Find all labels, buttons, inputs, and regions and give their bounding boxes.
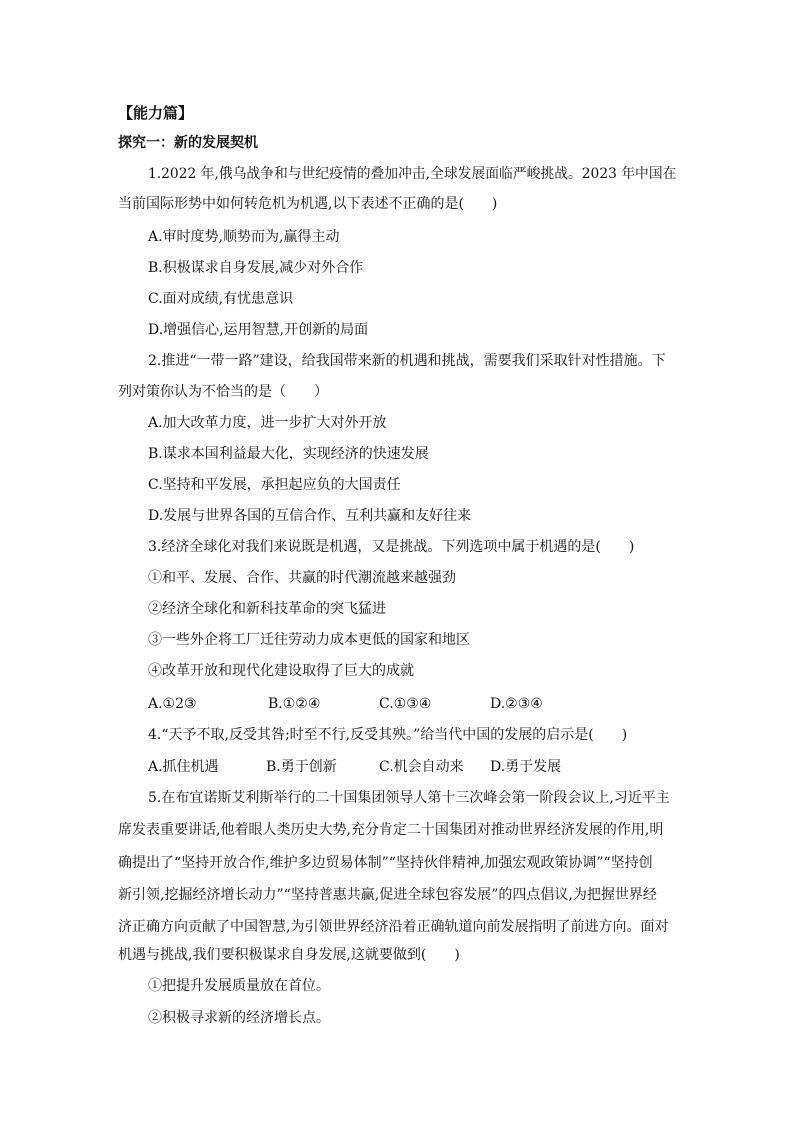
q3-item-1: ①和平、发展、合作、共赢的时代潮流越来越强劲 (148, 570, 456, 586)
q2-option-d: D.发展与世界各国的互信合作、互利共赢和友好往来 (148, 508, 472, 524)
q4-option-b: B.勇于创新 (266, 759, 337, 775)
q2-option-c: C.坚持和平发展，承担起应负的大国责任 (148, 477, 401, 493)
q5-stem-line-2: 席发表重要讲话,他着眼人类历史大势,充分肯定二十国集团对推动世界经济发展的作用,明 (118, 822, 664, 838)
q2-stem-line-2: 列对策你认为不恰当的是（ ） (118, 384, 328, 400)
q1-option-a: A.审时度势,顺势而为,赢得主动 (148, 229, 340, 245)
q3-item-2: ②经济全球化和新科技革命的突飞猛进 (148, 601, 386, 617)
q4-option-d: D.勇于发展 (490, 759, 562, 775)
q4-options-row (148, 757, 628, 777)
q1-stem-line-2: 当前国际形势中如何转危机为机遇,以下表述不正确的是( ) (118, 196, 498, 212)
q1-option-d: D.增强信心,运用智慧,开创新的局面 (148, 322, 369, 338)
q3-stem: 3.经济全球化对我们来说既是机遇，又是挑战。下列选项中属于机遇的是( ) (148, 539, 635, 555)
q3-option-b: B.①②④ (268, 696, 321, 712)
q1-stem-line-1: 1.2022 年,俄乌战争和与世纪疫情的叠加冲击,全球发展面临严峻挑战。2023 年中国在 (148, 166, 677, 182)
q4-option-c: C.机会自动来 (379, 759, 464, 775)
q3-item-4: ④改革开放和现代化建设取得了巨大的成就 (148, 663, 414, 679)
q4-option-a: A.抓住机遇 (148, 759, 219, 775)
q5-stem-line-1: 5.在布宜诺斯艾利斯举行的二十国集团领导人第十三次峰会第一阶段会议上,习近平主 (148, 790, 670, 806)
q4-stem: 4.“天予不取,反受其咎;时至不行,反受其殃。”给当代中国的发展的启示是( ) (148, 727, 628, 743)
q3-option-d: D.②③④ (490, 696, 543, 712)
q1-option-b: B.积极谋求自身发展,减少对外合作 (148, 260, 364, 276)
section-title: 探究一：新的发展契机 (118, 135, 258, 151)
q1-option-c: C.面对成绩,有忧患意识 (148, 291, 294, 307)
q2-option-a: A.加大改革力度，进一步扩大对外开放 (148, 415, 387, 431)
section-header: 【能力篇】 (118, 104, 194, 122)
q5-item-2: ②积极寻求新的经济增长点。 (148, 1010, 330, 1026)
q5-item-1: ①把提升发展质量放在首位。 (148, 978, 330, 994)
q5-stem-line-5: 济正确方向贡献了中国智慧,为引领世界经济沿着正确轨道向前发展指明了前进方向。面对 (118, 919, 669, 935)
q2-option-b: B.谋求本国利益最大化，实现经济的快速发展 (148, 446, 429, 462)
q5-stem-line-4: 新引领,挖掘经济增长动力”“坚持普惠共赢,促进全球包容发展”的四点倡议,为把握世界经 (118, 887, 657, 903)
q3-option-c: C.①③④ (379, 696, 432, 712)
q5-stem-line-6: 机遇与挑战,我们要积极谋求自身发展,这就要做到( ) (118, 947, 460, 963)
q3-item-3: ③一些外企将工厂迁往劳动力成本更低的国家和地区 (148, 632, 470, 648)
q2-stem-line-1: 2.推进“一带一路”建设，给我国带来新的机遇和挑战，需要我们采取针对性措施。下 (148, 353, 666, 369)
q5-stem-line-3: 确提出了“坚持开放合作,维护多边贸易体制”“坚持伙伴精神,加强宏观政策协调”“坚持创 (118, 855, 653, 871)
q3-option-a: A.①2③ (148, 696, 197, 712)
q3-options-row (148, 694, 628, 714)
